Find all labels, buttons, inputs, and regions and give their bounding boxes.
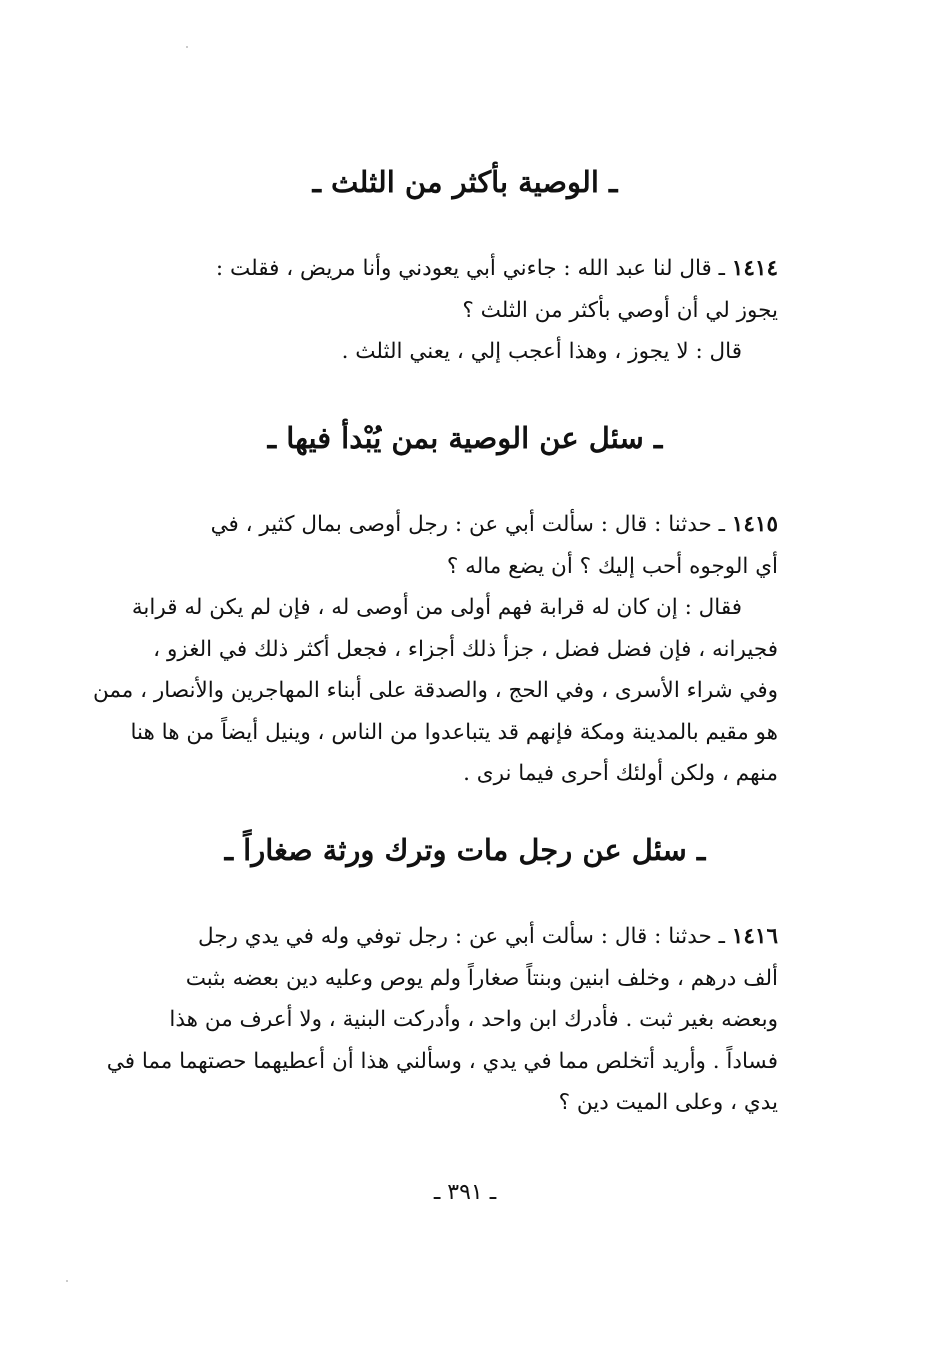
paragraph-line: فقال : إن كان له قرابة فهم أولى من أوصى له ، فإن لم يكن له قرابة <box>131 595 742 620</box>
hadith-number: ١٤١٦ <box>731 924 778 949</box>
paragraph-1416 <box>106 916 778 1124</box>
scan-speck <box>186 46 188 48</box>
paragraph-line: يجوز لي أن أوصي بأكثر من الثلث ؟ <box>462 297 778 323</box>
paragraph-text: ـ قال لنا عبد الله : جاءني أبي يعودني وأنا مريض ، فقلت : <box>215 256 732 281</box>
paragraph-text: ـ حدثنا : قال : سألت أبي عن : رجل أوصى بمال كثير ، في <box>210 512 732 537</box>
page-number: ـ ٣٩١ ـ <box>433 1180 497 1205</box>
paragraph-line: فساداً . وأريد أتخلص مما في يدي ، وسألني هذا أن أعطيهما حصتهما مما في <box>106 1048 778 1074</box>
section-heading-bequest-over-third: ـ الوصية بأكثر من الثلث ـ <box>312 165 618 199</box>
paragraph-1414 <box>118 248 778 373</box>
paragraph-1415 <box>92 504 778 795</box>
hadith-number: ١٤١٤ <box>731 256 778 281</box>
paragraph-text: ـ حدثنا : قال : سألت أبي عن : رجل توفي وله في يدي رجل <box>197 924 732 949</box>
scan-speck <box>66 1280 68 1282</box>
section-heading-bequest-priority: ـ سئل عن الوصية بمن يُبْدأ فيها ـ <box>267 421 663 455</box>
hadith-number: ١٤١٥ <box>731 512 778 537</box>
paragraph-line: وبعضه بغير ثبت . فأدرك ابن واحد ، وأدركت البنية ، ولا أعرف من هذا <box>169 1007 778 1032</box>
paragraph-line <box>118 248 778 290</box>
paragraph-line: أي الوجوه أحب إليك ؟ أن يضع ماله ؟ <box>446 553 778 579</box>
paragraph-line: هو مقيم بالمدينة ومكة فإنهم قد يتباعدوا من الناس ، وينيل أيضاً من ها هنا <box>130 719 778 745</box>
paragraph-line: فجيرانه ، فإن فضل فضل ، جزأ ذلك أجزاء ، فجعل أكثر ذلك في الغزو ، <box>153 636 778 662</box>
paragraph-line <box>118 916 778 958</box>
section-heading-young-heirs: ـ سئل عن رجل مات وترك ورثة صغاراً ـ <box>224 833 706 867</box>
paragraph-line: منهم ، ولكن أولئك أحرى فيما نرى . <box>463 761 778 786</box>
paragraph-line: قال : لا يجوز ، وهذا أعجب إلي ، يعني الثلث . <box>341 339 742 364</box>
paragraph-line: ألف درهم ، وخلف ابنين وبنتاً صغاراً ولم يوص وعليه دين بعضه بثبت <box>185 965 778 991</box>
paragraph-line: يدي ، وعلى الميت دين ؟ <box>558 1090 778 1115</box>
paragraph-line: وفي شراء الأسرى ، وفي الحج ، والصدقة على أبناء المهاجرين والأنصار ، ممن <box>92 678 778 703</box>
paragraph-line <box>118 504 778 546</box>
